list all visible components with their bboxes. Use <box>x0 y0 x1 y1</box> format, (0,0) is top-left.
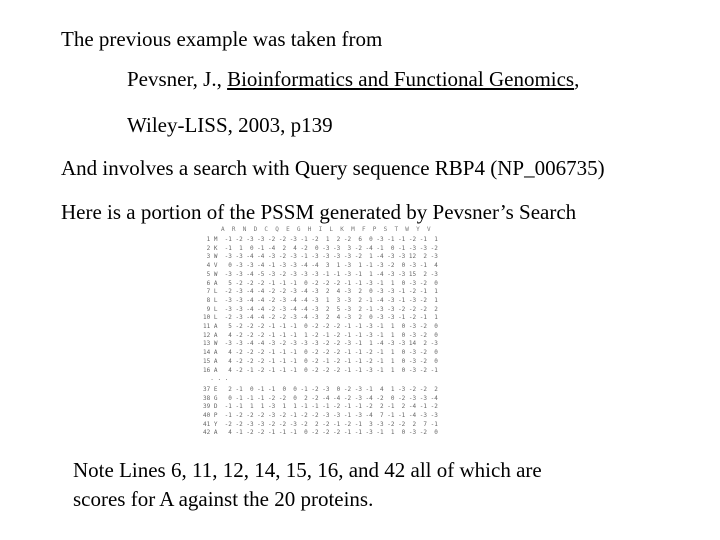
pssm-row: 10 L -2 -3 -4 -4 -2 -2 -3 -4 -3 2 4 -3 2 0 -3 -3 -1 -2 -1 1 <box>203 314 438 322</box>
pssm-row: 1 M -1 -2 -3 -3 -2 -2 -3 -1 -2 1 2 -2 6 0 -3 -1 -1 -2 -1 1 <box>203 236 438 243</box>
pssm-row: 42 A 4 -1 -2 -2 -1 -1 -1 0 -2 -2 -2 -1 -1 -3 -1 1 0 -3 -2 0 <box>203 429 438 437</box>
note-line-1: Note Lines 6, 11, 12, 14, 15, 16, and 42 all of which are <box>73 458 542 482</box>
pssm-row: 37 E 2 -1 0 -1 -1 0 0 -1 -2 -3 0 -2 -3 -1 4 1 -3 -2 -2 2 <box>203 385 438 393</box>
pssm-row: 2 K -1 1 0 -1 -4 2 4 -2 0 -3 -3 3 -2 -4 -1 0 -1 -3 -3 -2 <box>203 244 438 252</box>
pssm-row: 11 A 5 -2 -2 -2 -1 -1 -1 0 -2 -2 -2 -1 -1 -3 -1 1 0 -3 -2 0 <box>203 323 438 330</box>
pssm-row: 13 W -3 -3 -4 -4 -3 -2 -3 -3 -3 -2 -2 -3 -1 1 -4 -3 -3 14 2 -3 <box>203 340 438 348</box>
pssm-row: 3 W -3 -3 -4 -4 -3 -2 -3 -1 -3 -3 -3 -3 -2 1 -4 -3 -3 12 2 -3 <box>203 253 438 261</box>
citation-comma: , <box>574 67 580 91</box>
citation-book-title: Bioinformatics and Functional Genomics <box>227 67 575 91</box>
pssm-header: A R N D C Q E G H I L K M F P S T W Y V <box>203 226 431 233</box>
citation-author: Pevsner, J., <box>127 67 228 91</box>
pssm-intro-line: Here is a portion of the PSSM generated by Pevsner’s Search <box>61 200 577 224</box>
pssm-row: 9 L -3 -3 -4 -4 -2 -3 -4 -4 -3 2 5 -3 2 -1 -3 -3 -2 -2 -2 2 <box>203 305 438 313</box>
pssm-row: 40 P -1 -2 -2 -2 -3 -2 -1 -2 -2 -3 -3 -1 -3 -4 7 -1 -1 -4 -3 -3 <box>203 412 438 419</box>
pssm-row: 16 A 4 -2 -1 -2 -1 -1 -1 0 -2 -2 -2 -1 -1 -3 -1 1 0 -3 -2 -1 <box>203 366 438 374</box>
pssm-row: 12 A 4 -2 -2 -2 -1 -1 -1 1 -2 -1 -2 -1 -1 -3 -1 1 0 -3 -2 0 <box>203 331 438 339</box>
query-sequence-line: And involves a search with Query sequence RBP4 (NP_006735) <box>61 156 605 180</box>
pssm-table-image <box>203 226 516 441</box>
pssm-row: 6 A 5 -2 -2 -2 -1 -1 -1 0 -2 -2 -2 -1 -1 -3 -1 1 0 -3 -2 0 <box>203 279 438 287</box>
citation-author-line <box>127 66 579 92</box>
note-text <box>73 456 542 514</box>
pssm-row: 38 G 0 -1 -1 -1 -2 -2 0 2 -2 -4 -4 -2 -3 -4 -2 0 -2 -3 -3 -4 <box>203 394 438 402</box>
pssm-row: 15 A 4 -2 -2 -2 -1 -1 -1 0 -2 -1 -2 -1 -1 -2 -1 1 0 -3 -2 0 <box>203 357 438 365</box>
citation-publisher: Wiley-LISS, 2003, p139 <box>127 113 333 137</box>
note-line-2: scores for A against the 20 proteins. <box>73 487 374 511</box>
pssm-row: 8 L -3 -3 -4 -4 -2 -3 -4 -4 -3 1 3 -3 2 -1 -4 -3 -1 -3 -2 1 <box>203 296 438 304</box>
pssm-row: 5 W -3 -3 -4 -5 -3 -2 -3 -3 -3 -1 -1 -3 -1 1 -4 -3 -3 15 2 -3 <box>203 270 438 278</box>
pssm-row: 7 L -2 -3 -4 -4 -2 -2 -3 -4 -3 2 4 -3 2 0 -3 -3 -1 -2 -1 1 <box>203 288 438 296</box>
pssm-row: 41 Y -2 -2 -3 -3 -2 -2 -3 -2 2 -2 -1 -2 -1 3 -3 -2 -2 2 7 -1 <box>203 420 438 428</box>
pssm-row: 14 A 4 -2 -2 -2 -1 -1 -1 0 -2 -2 -2 -1 -1 -2 -1 1 0 -3 -2 0 <box>203 349 438 357</box>
pssm-row: 4 V 0 -3 -3 -4 -1 -3 -3 -4 -4 3 1 -3 1 -1 -3 -2 0 -3 -1 4 <box>203 262 438 270</box>
intro-line: The previous example was taken from <box>61 27 383 51</box>
pssm-row: 39 D -1 -1 1 1 -3 1 1 -1 -1 -1 -2 -1 -1 -2 2 -1 2 -4 -1 -2 <box>203 403 438 411</box>
pssm-row: . . . <box>203 375 229 383</box>
